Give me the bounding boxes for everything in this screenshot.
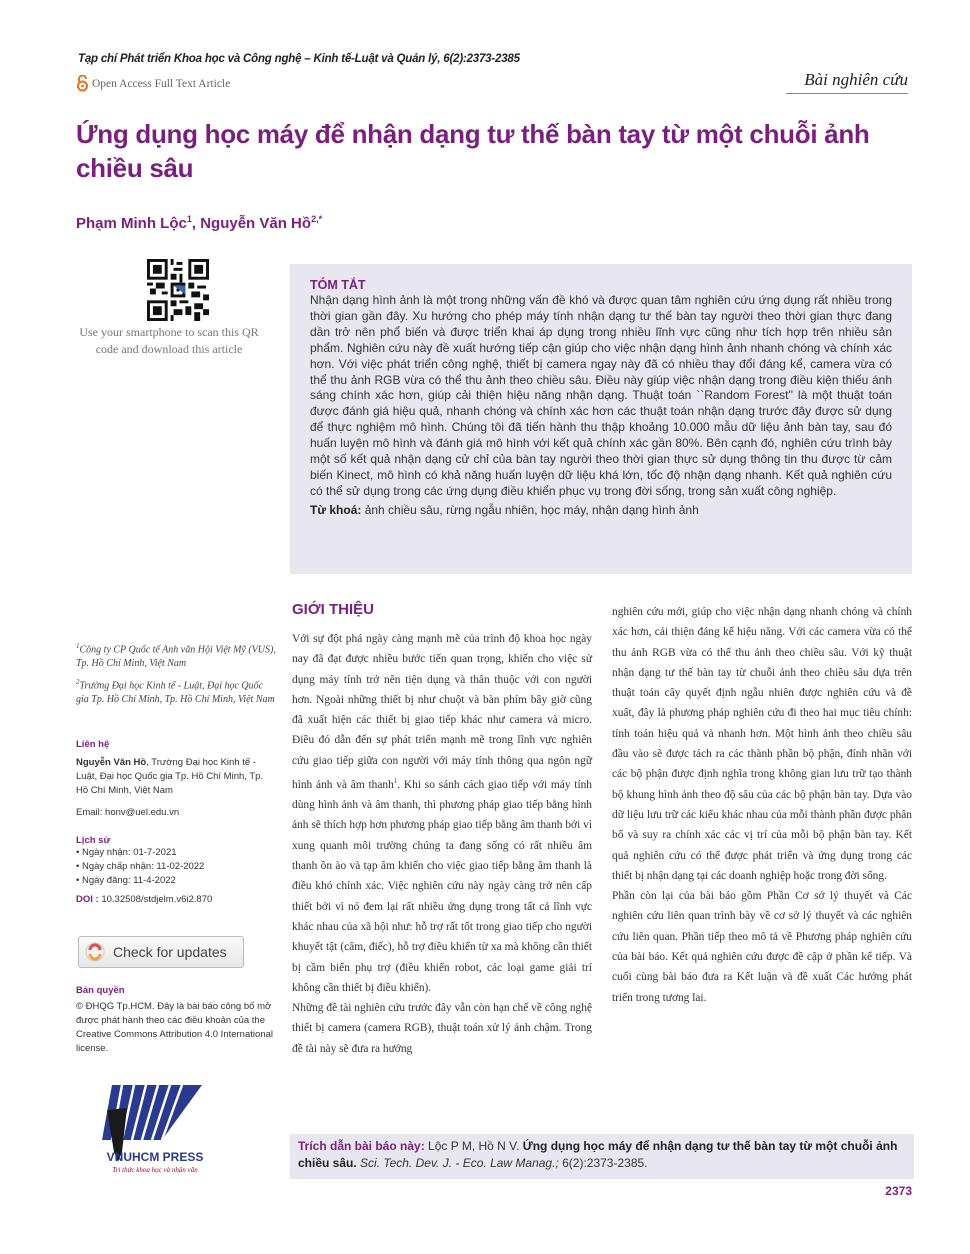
- author-list: [76, 214, 322, 232]
- open-access-line: [76, 75, 230, 92]
- publisher-tagline: Tri thức khoa học và nhân văn: [112, 1166, 198, 1174]
- citation-volume: 6(2):2373-2385.: [558, 1156, 648, 1170]
- citation-journal: Sci. Tech. Dev. J. - Eco. Law Manag.;: [356, 1156, 559, 1170]
- vnuhcm-press-logo-icon: [92, 1080, 222, 1180]
- contact-affiliation: , Trường Đại học Kinh tế - Luật, Đại học Quốc gia Tp. Hồ Chí Minh, Tp. Hồ Chí Minh, Việt Nam: [76, 757, 264, 796]
- intro-paragraph-4: Phần còn lại của bài báo gồm Phần Cơ sở lý thuyết và Các nghiên cứu liên quan trình bày về cơ sở lý thuyết và các nghiên cứu liên quan. Phần tiếp theo mô tả về Phương pháp nghiên cứu của bài báo. Kết quả nghiên cứu được đề cập ở phần kế tiếp. Và cuối cùng bài báo đưa ra Kết luận và đề xuất Các hướng phát triển trong tương lai.: [612, 890, 912, 1004]
- history-label: Lịch sử: [76, 835, 111, 846]
- intro-paragraph-1-b: . Khi so sánh cách giao tiếp với máy tính dùng hình ảnh và âm thanh, thì phương pháp giao tiếp bằng hình ảnh sẽ thích hợp hơn phương pháp giao tiếp bằng âm thanh bởi vì xung quanh môi trường chúng ta đang sống có rất nhiều âm thanh ồn ào và tạp âm khiến cho việc giao tiếp bằng âm thanh là điều khó chính xác. Việc nghiên cứu này ngày càng trở nên cấp thiết bởi vì nó đem lại rất nhiều ứng dụng trong tất cả lĩnh vực khác nhau của xã hội như: hỗ trợ rất tốt trong giao tiếp cho người khuyết tật (câm, điếc), hỗ trợ điều khiển từ xa mà không cần thiết bị cầm biến phụ trợ (điều khiển robot, các loại game giải trí không cần thiết bị điều khiển).: [292, 778, 593, 994]
- intro-paragraph-1-a: Với sự đột phá ngày càng mạnh mẽ của trình độ khoa học ngày nay đã đạt được nhiều bước tiến quan trọng, khiến cho việc sử dụng máy tính trở nên tiện dụng và thân thuộc với con người hơn. Ngoài những thiết bị như chuột và bàn phím bây giờ cũng đã xuất hiện các thiết bị giao tiếp khác như camera và micro. Điều đó dẫn đến sự phát triển mạnh mẽ trong lĩnh vực nghiên cứu giao tiếp giữa con người với máy tính thông qua ngôn ngữ hình ảnh và âm thanh: [292, 633, 592, 791]
- open-access-icon: [76, 75, 89, 92]
- article-type-rule: [786, 93, 908, 94]
- doi-link[interactable]: 10.32508/stdjelm.v6i2.870: [101, 894, 213, 905]
- citation-authors: Lộc P M, Hồ N V.: [424, 1139, 523, 1153]
- copyright-text: © ĐHQG Tp.HCM. Đây là bài báo công bố mở được phát hành theo các điều khoản của the Creative Commons Attribution 4.0 International license.: [76, 1001, 273, 1054]
- affiliation-1: [76, 640, 276, 670]
- affiliation-2: [76, 676, 276, 706]
- copyright-block: [76, 985, 276, 1056]
- article-title: Ứng dụng học máy để nhận dạng tư thế bàn tay từ một chuỗi ảnh chiều sâu: [76, 119, 870, 183]
- open-access-label: Open Access Full Text Article: [92, 77, 231, 90]
- affiliation-1-text: Công ty CP Quốc tế Anh văn Hội Việt Mỹ (VUS), Tp. Hồ Chí Minh, Việt Nam: [76, 644, 276, 669]
- abstract-heading: TÓM TẮT: [310, 278, 366, 292]
- contact-email[interactable]: Email: honv@uel.edu.vn: [76, 807, 180, 818]
- abstract-text: Nhận dạng hình ảnh là một trong những vấn đề khó và được quan tâm nghiên cứu ứng dụng rất nhiều trong thời gian gần đây. Xu hướng cho phép máy tính nhận dạng tư thế bàn tay người theo thời gian thực đang dần trở nên phổ biến và được triển khai áp dụng trong nhiều lĩnh vực cũng như tích hợp trên nhiều sản phẩm. Nghiên cứu này đề xuất hướng tiếp cận giúp cho việc nhận dạng hình ảnh nhanh chóng và chính xác hơn. Với việc phát triển công nghệ, thiết bị camera ngay này đã có nhiều thay đổi đáng kể, camera vừa có thể thu ảnh RGB vừa có thể thu ảnh theo chiều sâu. Điều này giúp việc nhận dạng trong điều kiện thiếu ánh sáng chính xác hơn, giúp cải thiện hiệu năng nhận dạng. Thuật toán ``Random Forest'' là một thuật toán được đánh giá hiệu quả, nhanh chóng và chính xác hơn các thuật toán nhận dạng trước đây được sử dụng để thực nghiệm mô hình. Chúng tôi đã tiến hành thu thập khoảng 10.000 mẫu dữ liệu ảnh bàn tay, sau đó huấn luyện mô hình và đánh giá mô hình với kết quả chính xác gần 80%. Bên cạnh đó, nghiên cứu trình bày một số kết quả nhận dạng cử chỉ của bàn tay người theo thời gian thực sử dụng thông tin thu được từ cảm biến Kinect, mô hình có khả năng huấn luyện dữ liệu khá lớn, tốc độ nhận dạng nhanh. Kết quả nghiên cứu có thể sử dụng trong các ứng dụng điều khiển phục vụ trong đời sống, trong sản xuất công nghiệp.: [310, 293, 892, 498]
- date-accepted: • Ngày chấp nhận: 11-02-2022: [76, 861, 205, 872]
- body-column-1: [292, 629, 592, 1059]
- author-2[interactable]: Nguyễn Văn Hồ: [200, 215, 312, 232]
- citation-title: Ứng dụng học máy để nhận dạng tư thế bàn tay từ một chuỗi ảnh chiều sâu.: [298, 1139, 898, 1170]
- contact-text: [76, 756, 276, 798]
- history-block: [76, 835, 276, 905]
- keywords-list: ảnh chiều sâu, rừng ngẫu nhiên, học máy, nhận dạng hình ảnh: [364, 502, 699, 517]
- check-updates-icon: [85, 942, 105, 962]
- doi-label: DOI :: [76, 894, 99, 905]
- journal-citation-line: Tạp chí Phát triển Khoa học và Công nghệ – Kinh tế-Luật và Quản lý, 6(2):2373-2385: [78, 53, 520, 65]
- keywords-label: Từ khoá:: [310, 502, 362, 517]
- affiliations: [76, 640, 276, 713]
- qr-caption: Use your smartphone to scan this QR code and download this article: [79, 325, 259, 356]
- affiliation-2-text: Trường Đại học Kinh tế - Luật, Đại học Quốc gia Tp. Hồ Chí Minh, Tp. Hồ Chí Minh, Việt Nam: [76, 680, 275, 706]
- date-received: • Ngày nhận: 01-7-2021: [76, 847, 177, 858]
- author-1[interactable]: Phạm Minh Lộc: [76, 215, 187, 232]
- check-updates-label: Check for updates: [113, 944, 227, 960]
- author-2-affil: 2,*: [311, 214, 323, 224]
- reference-1-link[interactable]: 1: [393, 777, 398, 786]
- author-separator: ,: [191, 215, 201, 232]
- keywords: [310, 502, 892, 518]
- article-type: Bài nghiên cứu: [804, 70, 908, 89]
- body-column-2: [612, 602, 912, 1008]
- section-heading-introduction: GIỚI THIỆU: [292, 601, 374, 618]
- abstract-box: [290, 264, 912, 574]
- author-1-affil: 1: [186, 214, 192, 224]
- intro-paragraph-3: nghiên cứu mới, giúp cho việc nhận dạng nhanh chóng và chính xác hơn, cải thiện đáng kể hiệu năng. Với các camera vừa có thể thu ảnh RGB vừa có thể thu ảnh theo chiều sâu. Với kỹ thuật nhận dạng tư thế bàn tay từ chuỗi ảnh theo chiều sâu dựa trên thuật toán cây quyết định ngẫu nhiên được nghiên cứu và đề xuất, đây là phương pháp nghiên cứu đi theo hai mục tiêu chính: tính toán hiệu quả và nhanh hơn. Một hình ảnh theo chiều sâu đầu vào sẽ được tách ra các thành phần bộ phận, đính nhãn với các bộ phận được định nghĩa trong không gian lưu trữ tạo thành bộ khung hình ảnh theo độ sâu của các bộ phận bàn tay. Dựa vào dữ liệu lưu trữ các kiểu khác nhau của mỗi thành phần được phân bổ và suy ra chính xác các vị trí của mỗi bộ phận bàn tay. Kết quả nghiên cứu có thể được phát triển và ứng dụng trong các thiết bị nhận dạng tại các doanh nghiệp hoặc trong đời sống.: [612, 606, 912, 882]
- copyright-label: Bản quyền: [76, 985, 125, 996]
- contact-name: Nguyễn Văn Hồ: [76, 757, 147, 768]
- intro-paragraph-1: [292, 629, 592, 998]
- date-published: • Ngày đăng: 11-4-2022: [76, 875, 176, 886]
- affiliation-2-number: 2: [76, 678, 80, 687]
- doi-line: [76, 894, 276, 905]
- contact-block: [76, 739, 276, 820]
- contact-label: Liên hệ: [76, 739, 110, 750]
- citation-label: Trích dẫn bài báo này:: [298, 1139, 425, 1153]
- page-number: 2373: [885, 1184, 912, 1198]
- intro-paragraph-2: Những đề tài nghiên cứu trước đây vẫn còn hạn chế về công nghệ thiết bị camera (camera RGB), thuật toán xử lý ảnh chậm. Trong đề tài này sẽ đưa ra hướng: [292, 1002, 592, 1055]
- citation-box: [290, 1134, 914, 1179]
- affiliation-1-number: 1: [76, 642, 80, 650]
- check-for-updates-button[interactable]: [78, 936, 244, 968]
- publisher-name: VNUHCM PRESS: [106, 1150, 204, 1164]
- qr-code-icon[interactable]: [147, 259, 209, 321]
